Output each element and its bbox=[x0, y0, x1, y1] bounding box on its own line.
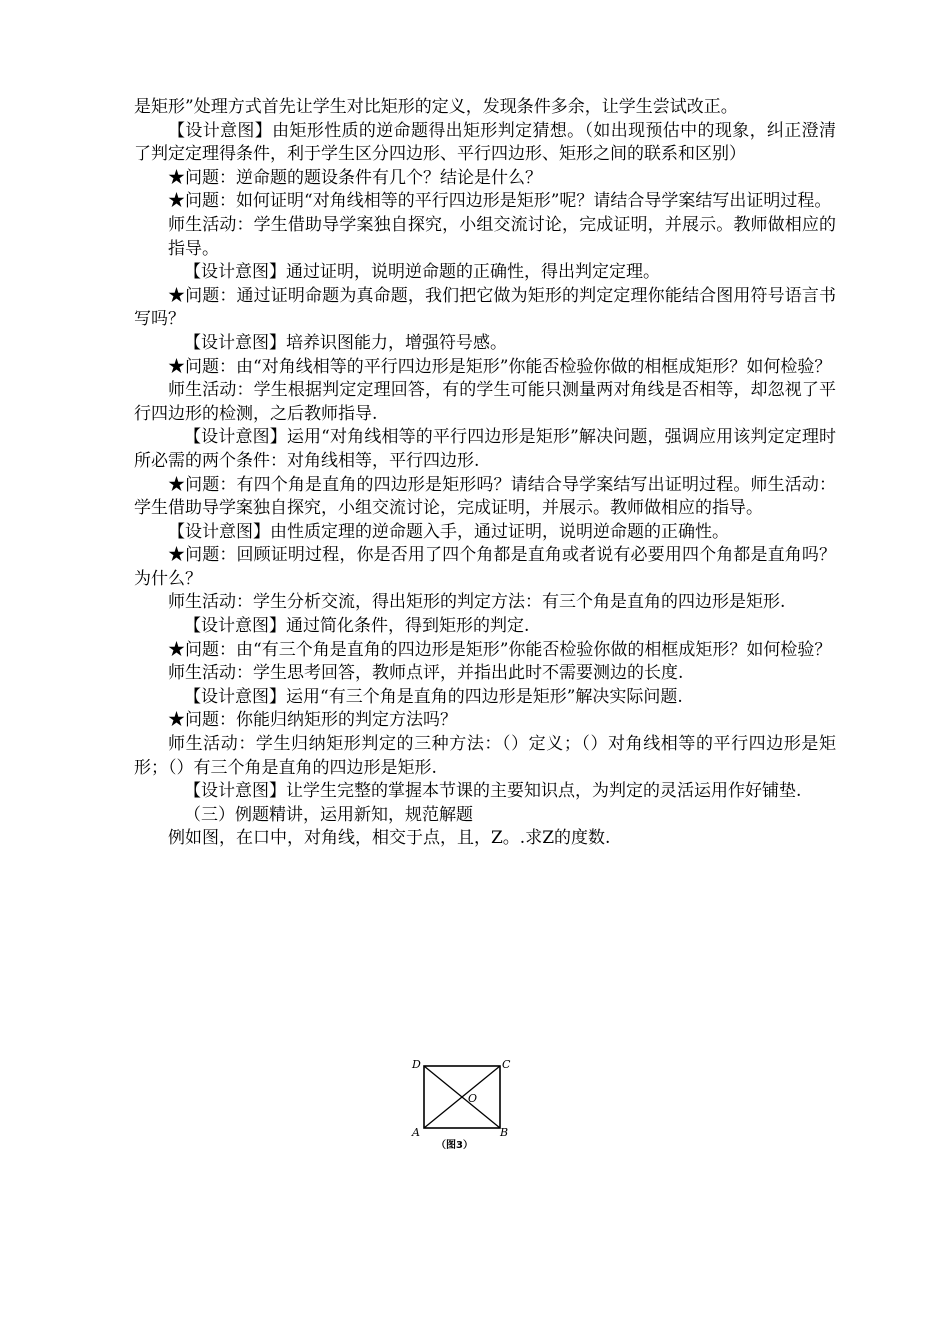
figure-caption: （图3） bbox=[436, 1140, 473, 1151]
paragraph: 【设计意图】让学生完整的掌握本节课的主要知识点，为判定的灵活运用作好铺垫. bbox=[184, 781, 802, 802]
vertex-label-a: A bbox=[412, 1126, 420, 1139]
paragraph: ★问题：由“对角线相等的平行四边形是矩形”你能否检验你做的相框成矩形？如何检验？ bbox=[168, 356, 832, 377]
paragraph: 【设计意图】由矩形性质的逆命题得出矩形判定猜想。（如出现预估中的现象，纠正澄清了判定定理得条件，利于学生区分四边形、平行四边形、矩形之间的联系和区别） bbox=[134, 120, 836, 165]
paragraph: ★问题：有四个角是直角的四边形是矩形吗？请结合导学案结写出证明过程。师生活动：学生借助导学案独自探究，小组交流讨论，完成证明，并展示。教师做相应的指导。 bbox=[134, 474, 836, 519]
paragraph: ★问题：由“有三个角是直角的四边形是矩形”你能否检验你做的相框成矩形？如何检验？ bbox=[168, 639, 832, 660]
paragraph: 师生活动：学生根据判定定理回答，有的学生可能只测量两对角线是否相等，却忽视了平行四边形的检测，之后教师指导. bbox=[134, 380, 836, 424]
example-problem: 例如图，在口中，对角线，相交于点，且，Z。.求Z的度数. bbox=[168, 828, 611, 849]
paragraph: ★问题：通过证明命题为真命题，我们把它做为矩形的判定定理你能结合图用符号语言书写吗？ bbox=[134, 285, 836, 330]
paragraph: 【设计意图】运用“有三个角是直角的四边形是矩形”解决实际问题. bbox=[184, 686, 683, 707]
vertex-label-b: B bbox=[500, 1126, 509, 1139]
paragraph: 师生活动：学生分析交流，得出矩形的判定方法：有三个角是直角的四边形是矩形. bbox=[168, 592, 786, 613]
paragraph: 是矩形”处理方式首先让学生对比矩形的定义，发现条件多余，让学生尝试改正。 bbox=[134, 97, 738, 117]
paragraph: 师生活动：学生归纳矩形判定的三种方法：（）定义；（）对角线相等的平行四边形是矩形；（）有三个角是直角的四边形是矩形. bbox=[134, 734, 836, 778]
vertex-label-c: C bbox=[502, 1058, 511, 1071]
vertex-label-d: D bbox=[412, 1058, 421, 1071]
paragraph: 【设计意图】通过证明，说明逆命题的正确性，得出判定定理。 bbox=[184, 262, 660, 283]
paragraph: ★问题：如何证明“对角线相等的平行四边形是矩形”呢？请结合导学案结写出证明过程。 bbox=[168, 191, 832, 212]
paragraph: ★问题：回顾证明过程，你是否用了四个角都是直角或者说有必要用四个角都是直角吗？为什么？ bbox=[134, 545, 836, 589]
paragraph: 【设计意图】由性质定理的逆命题入手，通过证明，说明逆命题的正确性。 bbox=[168, 521, 729, 542]
rectangle-diagram bbox=[408, 1056, 520, 1156]
paragraph: 【设计意图】运用“对角线相等的平行四边形是矩形”解决问题，强调应用该判定定理时所必需的两个条件：对角线相等，平行四边形. bbox=[134, 427, 836, 471]
paragraph: 师生活动：学生借助导学案独自探究，小组交流讨论，完成证明，并展示。教师做相应的指导。 bbox=[168, 214, 836, 259]
rectangle-figure bbox=[408, 1056, 520, 1156]
paragraph: ★问题：逆命题的题设条件有几个？结论是什么？ bbox=[168, 167, 542, 188]
paragraph: 【设计意图】培养识图能力，增强符号感。 bbox=[184, 332, 507, 353]
document-body bbox=[134, 96, 836, 851]
center-label-o: O bbox=[468, 1092, 478, 1105]
paragraph: 师生活动：学生思考回答，教师点评，并指出此时不需要测边的长度. bbox=[168, 663, 684, 684]
section-heading: （三）例题精讲，运用新知，规范解题 bbox=[184, 804, 473, 825]
paragraph: ★问题：你能归纳矩形的判定方法吗？ bbox=[168, 710, 457, 731]
paragraph: 【设计意图】通过简化条件，得到矩形的判定. bbox=[184, 616, 530, 637]
